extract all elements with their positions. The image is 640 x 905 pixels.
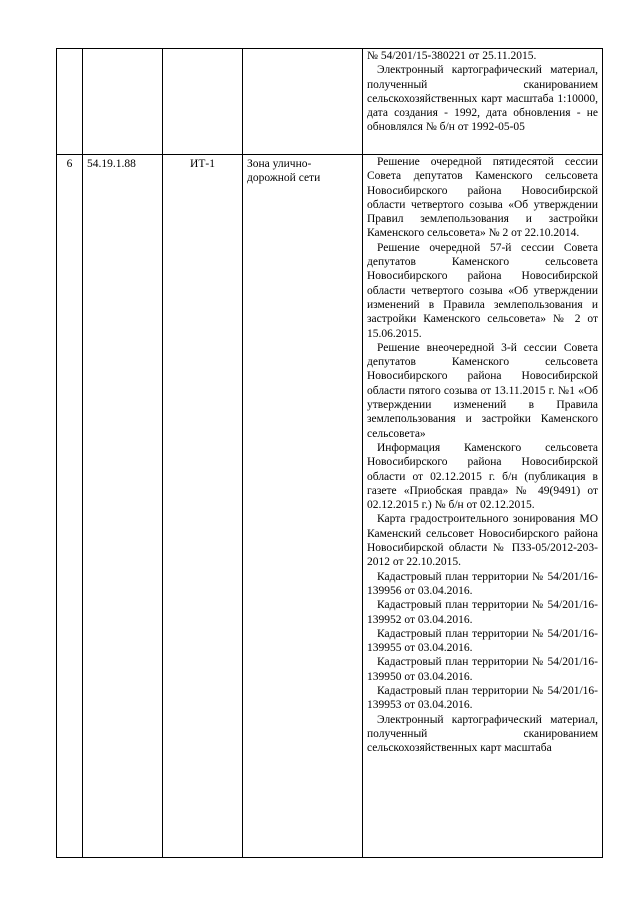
document-entry: Информация Каменского сельсовета Новосибирского района Новосибирской области от 02.12.2015 г. б/н (публикация в газете «Приобская правда» № 49(9491) от 02.12.2015 г.) № б/н от 02.12.2015. <box>367 441 598 512</box>
row-number <box>57 49 83 155</box>
document-entry: Кадастровый план территории № 54/201/16-139952 от 03.04.2016. <box>367 599 598 626</box>
document-entry: Кадастровый план территории № 54/201/16-139956 от 03.04.2016. <box>367 570 598 597</box>
document-entry: Решение очередной 57-й сессии Совета депутатов Каменского сельсовета Новосибирского района Новосибирской области четвертого созыва «Об утверждении изменений в Правила землепользования и застройки Каменского сельсовета» № 2 от 15.06.2015. <box>367 241 598 340</box>
cadastral-number: 54.19.1.88 <box>83 155 163 858</box>
source-documents <box>363 49 603 155</box>
zone-code <box>163 49 243 155</box>
zone-code: ИТ-1 <box>163 155 243 858</box>
document-entry: Электронный картографический материал, полученный сканированием сельскохозяйственных карт масштаба <box>367 713 598 755</box>
document-entry: Решение очередной пятидесятой сессии Совета депутатов Каменского сельсовета Новосибирского района Новосибирской области четвертого созыва «Об утверждении Правил землепользования и застройки Каменского сельсовета» № 2 от 22.10.2014. <box>367 156 598 240</box>
document-entry: Кадастровый план территории № 54/201/16-139953 от 03.04.2016. <box>367 684 598 712</box>
document-entry: Кадастровый план территории № 54/201/16-139950 от 03.04.2016. <box>367 656 598 683</box>
table-row <box>57 155 603 858</box>
document-entry: Карта градостроительного зонирования МО Каменский сельсовет Новосибирского района Новосибирской области № ПЗЗ-05/2012-203-2012 от 22.10.2015. <box>367 513 598 569</box>
table-row <box>57 49 603 155</box>
zone-name <box>243 49 363 155</box>
cadastral-number <box>83 49 163 155</box>
document-page <box>56 48 602 858</box>
source-documents <box>363 155 603 858</box>
row-number: 6 <box>57 155 83 858</box>
zones-table <box>56 48 603 858</box>
document-entry: № 54/201/15-380221 от 25.11.2015. <box>367 50 537 62</box>
document-entry: Электронный картографический материал, полученный сканированием сельскохозяйственных карт масштаба 1:10000, дата создания - 1992, дата обновления - не обновлялся № б/н от 1992-05-05 <box>367 64 598 134</box>
document-entry: Кадастровый план территории № 54/201/16-139955 от 03.04.2016. <box>367 627 598 655</box>
zone-name: Зона улично-дорожной сети <box>243 155 363 858</box>
document-entry: Решение внеочередной 3-й сессии Совета депутатов Каменского сельсовета Новосибирского района Новосибирской области пятого созыва от 13.11.2015 г. №1 «Об утверждении изменений в Правила землепользования и застройки Каменского сельсовета» <box>367 341 598 440</box>
